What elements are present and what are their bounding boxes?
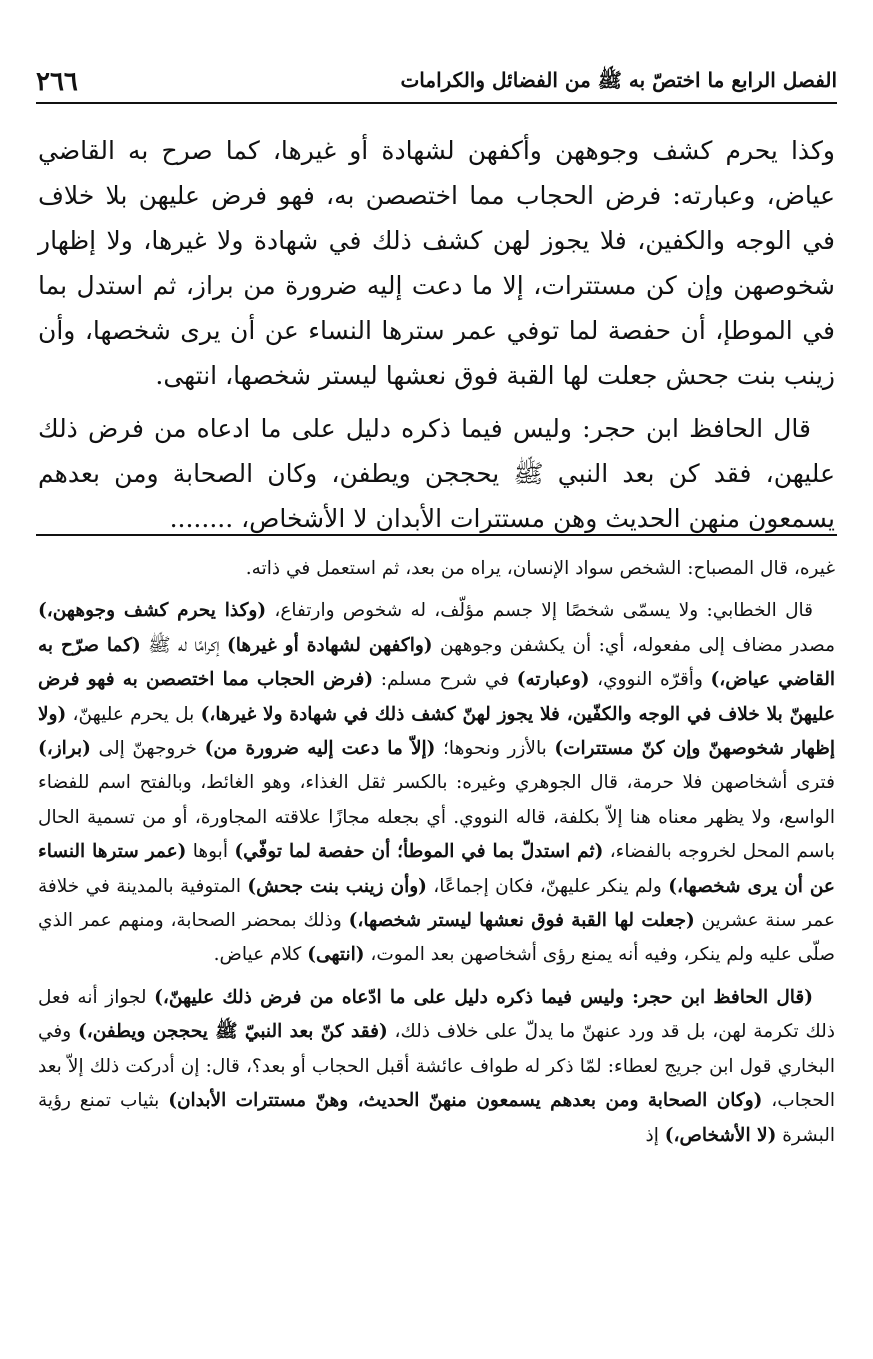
commentary-text-run: إذ bbox=[645, 1124, 665, 1146]
commentary-text-run: لجواز أنه فعل ذلك تكرمة لهن، بل قد ورد عنهنّ ما يدلّ على خلاف ذلك، bbox=[38, 986, 835, 1043]
commentary-paragraph bbox=[38, 594, 835, 972]
commentary-text-run: خروجهنّ إلى bbox=[90, 738, 205, 760]
footnote-separator bbox=[36, 534, 837, 536]
quoted-text-run: (قال الحافظ ابن حجر: وليس فيما ذكره دليل على ما ادّعاه من فرض ذلك عليهنّ،) bbox=[154, 986, 813, 1008]
commentary-text-run: وذلك بمحضر الصحابة، ومنهم عمر الذي صلّى عليه ولم ينكر، وفيه أنه يمنع رؤى أشخاصهن بعد الموت، bbox=[38, 910, 835, 966]
quoted-text-run: (ولا إظهار شخوصهنّ وإن كنّ مستترات) bbox=[38, 703, 835, 760]
commentary-text-run: بل يحرم عليهنّ، bbox=[66, 703, 201, 725]
commentary-text-run: بثياب تمنع رؤية البشرة bbox=[38, 1090, 835, 1146]
commentary-paragraph: غيره، قال المصباح: الشخص سواد الإنسان، يراه من بعد، ثم استعمل في ذاته. bbox=[245, 558, 835, 579]
quoted-text-run: (ثم استدلّ بما في الموطأ؛ أن حفصة لما توفّي) bbox=[234, 841, 604, 863]
quoted-text-run: (فرض الحجاب مما اختصصن به فهو فرض عليهنّ بلا خلاف في الوجه والكفّين، فلا يجوز لهنّ كشف ذلك في شهادة ولا غيرها،) bbox=[38, 669, 835, 725]
main-text bbox=[38, 128, 835, 541]
commentary-text-run: مصدر مضاف إلى مفعوله، أي: أن يكشفن وجوههن bbox=[432, 634, 835, 656]
commentary-text-run: وأقرّه النووي، bbox=[589, 669, 711, 691]
quoted-text-run: (إلاّ ما دعت إليه ضرورة من) bbox=[204, 738, 436, 760]
quoted-text-run: (انتهى) bbox=[307, 944, 365, 966]
quoted-text-run: (براز،) bbox=[38, 738, 91, 760]
page-header bbox=[36, 62, 837, 104]
commentary-text-run: قال الخطابي: ولا يسمّى شخصًا إلا جسم مؤلّف، له شخوص وارتفاع، bbox=[266, 600, 813, 622]
quoted-text-run: (وأن زينب بنت جحش) bbox=[247, 875, 427, 897]
commentary-paragraph bbox=[38, 981, 835, 1153]
quoted-text-run: (وكذا يحرم كشف وجوههن،) bbox=[38, 600, 267, 622]
quoted-text-run: (عمر سترها النساء عن أن يرى شخصها،) bbox=[38, 841, 835, 897]
quoted-text-run: (واكفهن لشهادة أو غيرها) bbox=[227, 634, 433, 656]
quoted-text-run: (وكان الصحابة ومن بعدهم يسمعون منهنّ الحديث، وهنّ مستترات الأبدان) bbox=[168, 1090, 763, 1112]
commentary-text-run: فترى أشخاصهن فلا حرمة، قال الجوهري وغيره: بالكسر ثقل الغذاء، وهو الغائط، وبالفتح اسم للفضاء الواسع، ولا يظهر معناه هنا إلاّ بكلفة، قاله النووي. أي بجعله مجازًا علاقته المجاورة، أو من تسمية الحال باسم المحل لخروجه بالفضاء، bbox=[38, 772, 835, 863]
page-number: ٢٦٦ bbox=[36, 67, 78, 97]
commentary-text-run: المتوفية بالمدينة في خلافة عمر سنة عشرين bbox=[38, 875, 835, 932]
quoted-text-run: (وعبارته) bbox=[516, 669, 590, 691]
commentary-text-run: كلام عياض. bbox=[213, 944, 308, 966]
main-paragraph: وكذا يحرم كشف وجوههن وأكفهن لشهادة أو غيرها، كما صرح به القاضي عياض، وعبارته: فرض الحجاب مما اختصصن به، فهو فرض عليهن بلا خلاف في الوجه والكفين، فلا يجوز لهن كشف ذلك في شهادة ولا غيرها، ولا إظهار شخوصهن وإن كن مستترات، إلا ما دعت إليه ضرورة من براز، ثم استدل بما في الموطإ، أن حفصة لما توفي عمر سترها النساء عن أن يرى شخصها، وأن زينب بنت جحش جعلت لها القبة فوق نعشها ليستر شخصها، انتهى. bbox=[38, 136, 835, 390]
main-paragraph: قال الحافظ ابن حجر: وليس فيما ذكره دليل على ما ادعاه من فرض ذلك عليهن، فقد كن بعد النبي ﷺ يحججن ويطفن، وكان الصحابة ومن بعدهم يسمعون منهن الحديث وهن مستترات الأبدان لا الأشخاص، ........ bbox=[38, 414, 835, 533]
commentary-text-run: وفي البخاري قول ابن جريج لعطاء: لمّا ذكر له طواف عائشة أقبل الحجاب أو بعد؟، قال: إن أدركت ذلك إلاّ بعد الحجاب، bbox=[38, 1021, 835, 1112]
quoted-text-run: (جعلت لها القبة فوق نعشها ليستر شخصها،) bbox=[348, 910, 695, 932]
running-title: الفصل الرابع ما اختصّ به ﷺ من الفضائل والكرامات bbox=[400, 67, 837, 92]
commentary-text-run: أبوها bbox=[186, 841, 235, 863]
commentary-text-run: بالأزر ونحوها؛ bbox=[435, 738, 555, 760]
commentary bbox=[38, 552, 835, 1153]
quoted-text-run: (كما صرّح به القاضي عياض،) bbox=[38, 634, 835, 691]
quoted-text-run: (فقد كنّ بعد النبيّ ﷺ يحججن ويطفن،) bbox=[78, 1021, 388, 1043]
quoted-text-run: (لا الأشخاص،) bbox=[664, 1124, 777, 1146]
commentary-text-run: إكرامًا له ﷺ bbox=[140, 634, 228, 656]
commentary-text-run: في شرح مسلم: bbox=[373, 669, 517, 691]
commentary-text-run: ولم ينكر عليهنّ، فكان إجماعًا، bbox=[426, 875, 669, 897]
